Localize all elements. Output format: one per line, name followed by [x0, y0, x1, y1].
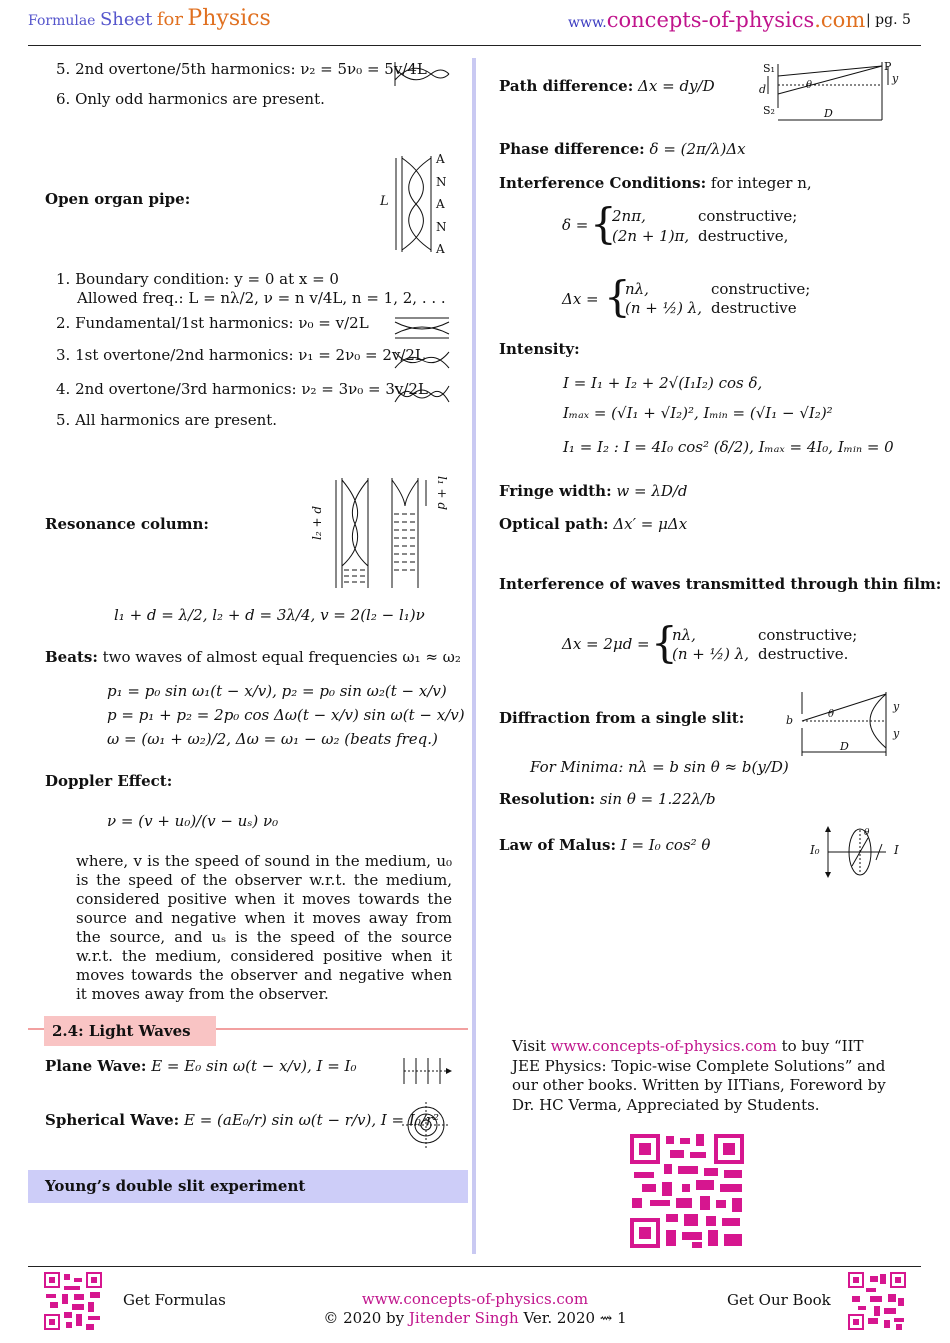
harmonic-3-diagram: [393, 380, 451, 408]
interference-text: for integer n,: [710, 174, 812, 192]
delta-lhs: δ =: [562, 216, 589, 234]
minima-eq: For Minima: nλ = b sin θ ≈ b(y/D): [530, 758, 789, 776]
dx-case-2-label: destructive: [711, 299, 797, 317]
delta-case-1-label: constructive;: [698, 207, 798, 225]
interference-title: Interference Conditions:: [499, 174, 707, 192]
beats-eq-3: ω = (ω₁ + ω₂)/2, Δω = ω₁ − ω₂ (beats freq.): [107, 730, 438, 748]
header-url[interactable]: [568, 8, 865, 32]
book-footer-qr-code[interactable]: [848, 1272, 906, 1330]
doppler-title: Doppler Effect:: [45, 772, 173, 790]
resonance-title: Resonance column:: [45, 515, 209, 533]
plane-wave-title: Plane Wave:: [45, 1057, 147, 1075]
pipe-length-label: L: [380, 194, 389, 209]
path-diff-line: [499, 77, 715, 95]
intensity-eq-1: I = I₁ + I₂ + 2√(I₁I₂) cos δ,: [563, 374, 763, 392]
title-sheet: Sheet: [99, 9, 153, 30]
malus-i: I: [894, 843, 899, 857]
ydse-s1: S₁: [763, 62, 775, 75]
thin-film-case-2: (n + ½) λ,: [672, 645, 750, 663]
page-number: | pg. 5: [866, 12, 911, 28]
open-item-3: 3. 1st overtone/2nd harmonics: ν₁ = 2ν₀ = 2v/2L: [56, 346, 425, 364]
resonance-equation: l₁ + d = λ/2, l₂ + d = 3λ/4, v = 2(l₂ − l₁)ν: [114, 606, 425, 624]
ydse-y: y: [892, 72, 899, 85]
diffraction-title: Diffraction from a single slit:: [499, 709, 745, 727]
pipe-node-n2: N: [436, 220, 447, 234]
thin-film-lhs: Δx = 2μd =: [562, 635, 650, 653]
closed-item-5: 5. 2nd overtone/5th harmonics: ν₂ = 5ν₀ = 5v/4L: [56, 60, 427, 78]
title-for: for: [156, 9, 183, 30]
url-tld: .com: [814, 8, 866, 32]
get-formulas-link[interactable]: Get Formulas: [123, 1291, 226, 1309]
dx-brace: {: [604, 272, 631, 321]
section-light-title: 2.4: Light Waves: [52, 1022, 191, 1040]
fringe-title: Fringe width:: [499, 482, 612, 500]
author-link[interactable]: Jitender Singh: [408, 1309, 519, 1327]
title-physics: Physics: [187, 6, 271, 31]
resolution-eq: sin θ = 1.22λ/b: [599, 790, 716, 808]
delta-case-2: (2n + 1)π,: [612, 227, 690, 245]
get-book-link[interactable]: Get Our Book: [727, 1291, 831, 1309]
dx-case-2: (n + ½) λ,: [625, 299, 703, 317]
book-promo: [512, 1037, 892, 1115]
res-label-l1: l₁ + d: [435, 475, 450, 511]
malus-title: Law of Malus:: [499, 836, 616, 854]
column-divider: [472, 58, 476, 1254]
dx-case-1: nλ,: [625, 280, 649, 298]
formulas-qr-code[interactable]: [44, 1272, 102, 1330]
footer-center: [300, 1290, 650, 1328]
malus-line: [499, 836, 710, 854]
slit-y2: y: [893, 727, 900, 740]
pipe-node-a2: A: [436, 197, 445, 211]
phase-diff-line: [499, 140, 746, 158]
ydse-s2: S₂: [763, 104, 775, 117]
spherical-wave-line: [45, 1111, 439, 1129]
header-title: [28, 6, 271, 31]
harmonic-5-diagram: [393, 60, 451, 88]
open-item-4: 4. 2nd overtone/3rd harmonics: ν₂ = 3ν₀ = 3v/2L: [56, 380, 428, 398]
dx-lhs: Δx =: [562, 290, 599, 308]
fringe-eq: w = λD/d: [616, 482, 688, 500]
version-text: Ver. 2020 ⇝ 1: [523, 1309, 627, 1327]
plane-wave-diagram: [400, 1056, 454, 1086]
ydse-D: D: [824, 107, 833, 120]
thin-film-case-1-label: constructive;: [758, 626, 858, 644]
promo-visit: Visit: [512, 1037, 546, 1055]
plane-wave-line: [45, 1057, 357, 1075]
ydse-theta: θ: [806, 80, 813, 91]
ydse-p: P: [884, 60, 892, 73]
slit-theta: θ: [828, 709, 835, 720]
intensity-eq-2: Iₘₐₓ = (√I₁ + √I₂)², Iₘᵢₙ = (√I₁ − √I₂)²: [563, 404, 833, 422]
delta-case-2-label: destructive,: [698, 227, 789, 245]
pipe-node-n1: N: [436, 175, 447, 189]
open-item-1: 1. Boundary condition: y = 0 at x = 0: [56, 270, 339, 288]
footer-url[interactable]: www.concepts-of-physics.com: [361, 1290, 589, 1308]
open-pipe-title: Open organ pipe:: [45, 190, 191, 208]
slit-y1: y: [893, 700, 900, 713]
harmonic-1-diagram: [393, 314, 451, 342]
phase-diff-eq: δ = (2π/λ)Δx: [649, 140, 746, 158]
beats-title: Beats:: [45, 648, 98, 666]
thin-film-case-1: nλ,: [672, 626, 696, 644]
beats-eq-1: p₁ = p₀ sin ω₁(t − x/v), p₂ = p₀ sin ω₂(t − x/v): [107, 682, 447, 700]
intensity-title: Intensity:: [499, 340, 580, 358]
open-item-1b: Allowed freq.: L = nλ/2, ν = n v/4L, n = 1, 2, . . .: [77, 289, 446, 307]
delta-case-1: 2nπ,: [612, 207, 646, 225]
header-rule: [28, 45, 921, 46]
url-name: concepts-of-physics: [606, 8, 815, 32]
spherical-wave-diagram: [400, 1102, 452, 1148]
thin-film-case-2-label: destructive.: [758, 645, 849, 663]
optical-eq: Δx′ = μΔx: [613, 515, 688, 533]
beats-text: two waves of almost equal frequencies ω₁ ≈ ω₂: [102, 648, 461, 666]
spherical-wave-title: Spherical Wave:: [45, 1111, 180, 1129]
phase-diff-title: Phase difference:: [499, 140, 645, 158]
malus-eq: I = I₀ cos² θ: [620, 836, 711, 854]
res-label-l2: l₂ + d: [310, 505, 325, 541]
closed-item-6: 6. Only odd harmonics are present.: [56, 90, 325, 108]
harmonic-2-diagram: [393, 346, 451, 374]
slit-D: D: [840, 740, 849, 753]
open-item-2: 2. Fundamental/1st harmonics: ν₀ = v/2L: [56, 314, 369, 332]
plane-wave-eq: E = E₀ sin ω(t − x/v), I = I₀: [151, 1057, 357, 1075]
intensity-eq-3: I₁ = I₂ : I = 4I₀ cos² (δ/2), Iₘₐₓ = 4I₀, Iₘᵢₙ = 0: [563, 438, 894, 456]
fringe-line: [499, 482, 688, 500]
section-young: [28, 1170, 468, 1203]
malus-i0: I₀: [810, 843, 820, 857]
pipe-node-a3: A: [436, 242, 445, 256]
title-formulae: Formulae: [28, 13, 96, 29]
spherical-wave-eq: E = (aE₀/r) sin ω(t − r/v), I = I₀/r²: [183, 1111, 440, 1129]
thin-film-brace: {: [651, 618, 678, 667]
path-diff-title: Path difference:: [499, 77, 634, 95]
resolution-title: Resolution:: [499, 790, 596, 808]
single-slit-diagram: [790, 690, 910, 762]
url-www: www.: [568, 15, 607, 31]
copyright-text: © 2020 by: [323, 1309, 405, 1327]
section-light-waves: [28, 1016, 468, 1046]
doppler-description: where, v is the speed of sound in the medium, u₀ is the speed of the observer w.r.t. the medium, considered positive when it moves towards the source and negative when it moves away from the source, and uₛ is the speed of the source w.r.t. the medium, considered positive when it moves towards the observer and negative when it moves away from the observer.: [76, 852, 452, 1003]
ydse-d: d: [759, 83, 767, 96]
beats-line: [45, 648, 461, 666]
dx-case-1-label: constructive;: [711, 280, 811, 298]
young-title: Young’s double slit experiment: [45, 1177, 306, 1195]
slit-b: b: [786, 714, 794, 727]
thin-film-title: Interference of waves transmitted through thin film:: [499, 575, 942, 593]
book-qr-code[interactable]: [630, 1134, 744, 1248]
open-item-5: 5. All harmonics are present.: [56, 411, 278, 429]
path-diff-eq: Δx = dy/D: [638, 77, 715, 95]
malus-diagram: [822, 826, 894, 878]
malus-theta: θ: [864, 828, 870, 838]
footer-copyright: [300, 1309, 650, 1328]
resolution-line: [499, 790, 716, 808]
beats-eq-2: p = p₁ + p₂ = 2p₀ cos Δω(t − x/v) sin ω(t − x/v): [107, 706, 465, 724]
doppler-equation: ν = (v + u₀)/(v − uₛ) ν₀: [107, 812, 279, 830]
optical-line: [499, 515, 687, 533]
promo-url[interactable]: www.concepts-of-physics.com: [550, 1037, 777, 1055]
optical-title: Optical path:: [499, 515, 609, 533]
pipe-node-a1: A: [436, 152, 445, 166]
promo-text: to buy “IIT JEE Physics: Topic-wise Complete Solutions” and our other books. Written by IITians, Foreword by Dr. HC Verma, Appreciated by Students.: [512, 1037, 886, 1114]
footer-rule: [28, 1266, 921, 1267]
delta-brace: {: [590, 199, 617, 248]
interference-line: [499, 174, 812, 192]
